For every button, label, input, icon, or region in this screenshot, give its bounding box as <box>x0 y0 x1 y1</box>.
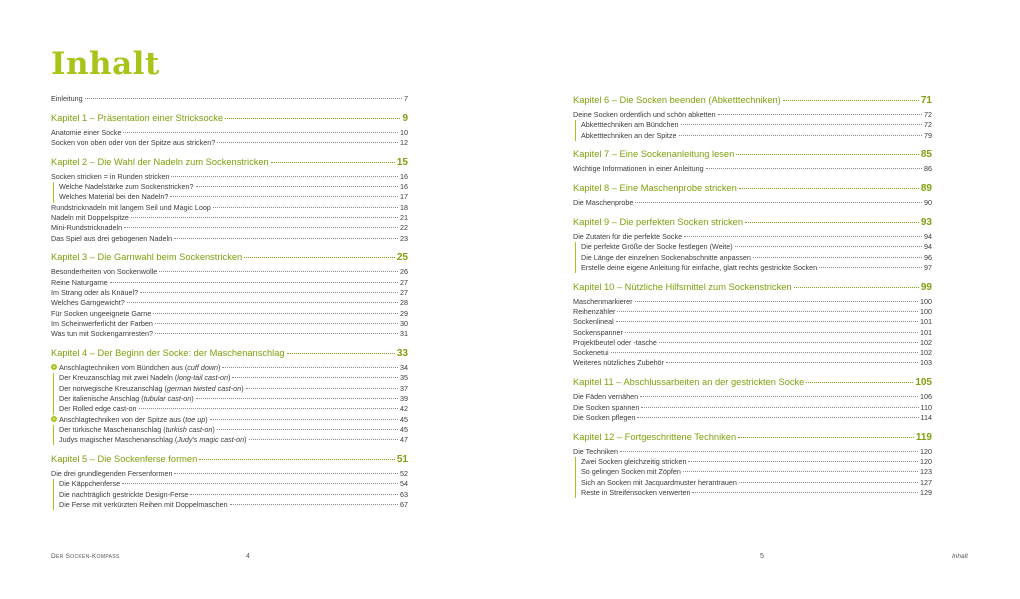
entry-title: Abketttechniken an der Spitze <box>581 130 677 140</box>
page-number: 29 <box>400 308 408 318</box>
dot-leader <box>620 451 918 452</box>
footer-book-title: Der Socken-Kompass <box>51 553 120 560</box>
toc-entry-row <box>575 467 932 477</box>
entry-title: Die Maschenprobe <box>573 198 634 208</box>
dot-leader <box>735 246 922 247</box>
page-number: 119 <box>915 431 932 443</box>
toc-chapter-row <box>573 148 932 161</box>
dot-leader <box>718 114 922 115</box>
page-number: 101 <box>920 327 932 337</box>
dot-leader <box>739 188 919 189</box>
toc-chapter-row <box>573 431 932 444</box>
entry-title: Reihenzähler <box>573 306 616 316</box>
dot-leader <box>222 367 398 368</box>
page-number: 22 <box>400 223 408 233</box>
page-number: 72 <box>924 110 932 119</box>
toc-entry-row <box>573 317 932 327</box>
toc-entry-row <box>53 435 408 445</box>
toc-entry-row <box>51 415 408 425</box>
dot-leader <box>155 323 398 324</box>
page-number: 26 <box>400 267 408 277</box>
toc-chapter-row <box>51 453 408 466</box>
dot-leader <box>217 429 398 430</box>
entry-title: Welche Nadelstärke zum Sockenstricken? <box>59 182 194 192</box>
page-number: 123 <box>920 467 932 477</box>
toc-entry-row <box>51 267 408 277</box>
toc-entry-row <box>53 479 408 489</box>
toc-entry-row <box>51 234 408 244</box>
page-number: 31 <box>400 329 408 339</box>
page-number: 45 <box>400 414 408 424</box>
page-number: 105 <box>915 377 932 389</box>
page-number: 86 <box>924 164 932 174</box>
toc-entry-row <box>53 394 408 404</box>
toc-entry-row <box>573 328 932 338</box>
toc-entry-row <box>51 288 408 298</box>
page-number: 23 <box>400 233 408 243</box>
dot-leader <box>692 492 918 493</box>
dot-leader <box>659 342 918 343</box>
dot-leader <box>738 437 914 438</box>
chapter-title: Kapitel 1 – Präsentation einer Stricksocke <box>51 112 224 123</box>
entry-title: Die Länge der einzelnen Sockenabschnitte anpassen <box>581 252 751 262</box>
toc-entry-row <box>573 164 932 174</box>
page-number: 45 <box>400 424 408 434</box>
toc-entry-row <box>53 500 408 510</box>
page-number: 28 <box>400 298 408 308</box>
toc-entry-row <box>575 253 932 263</box>
entry-title: Der türkische Maschenanschlag (turkish cast-on) <box>59 424 215 434</box>
entry-title: Anatomie einer Socke <box>51 127 122 137</box>
toc-entry-row <box>51 363 408 373</box>
page-number-right: 5 <box>760 553 764 560</box>
dot-leader <box>153 313 398 314</box>
marker-icon: a <box>52 364 56 370</box>
dot-leader <box>155 333 398 334</box>
toc-entry-row <box>573 348 932 358</box>
marker-icon: b <box>52 415 56 421</box>
toc-entry-row <box>51 138 408 148</box>
dot-leader <box>174 238 398 239</box>
toc-entry-row <box>573 447 932 457</box>
entry-title: Das Spiel aus drei gebogenen Nadeln <box>51 233 173 243</box>
toc-entry-row <box>573 297 932 307</box>
page-number: 16 <box>400 182 408 192</box>
toc-entry-row <box>575 457 932 467</box>
dot-leader <box>736 154 919 155</box>
toc-entry-row <box>573 413 932 423</box>
dot-leader <box>122 483 398 484</box>
entry-title: Mini-Rundstricknadeln <box>51 223 123 233</box>
dot-leader <box>123 132 398 133</box>
page-number: 89 <box>920 183 932 195</box>
page-number: 27 <box>400 277 408 287</box>
toc-entry-row <box>51 172 408 182</box>
page-number: 99 <box>920 281 932 293</box>
toc-entry-row <box>51 298 408 308</box>
entry-title: Rundstricknadeln mit langem Seil und Magic Loop <box>51 202 211 212</box>
toc-chapter-row <box>573 182 932 195</box>
dot-leader <box>679 135 923 136</box>
entry-title: Der Rolled edge cast-on <box>59 404 137 414</box>
toc-entry-row <box>53 404 408 414</box>
page-number: 103 <box>920 358 932 368</box>
toc-entry-row <box>51 128 408 138</box>
dot-leader <box>753 257 922 258</box>
dot-leader <box>683 471 918 472</box>
entry-title: Die drei grundlegenden Fersenformen <box>51 468 173 478</box>
page-number: 120 <box>920 456 932 466</box>
chapter-title: Kapitel 3 – Die Garnwahl beim Sockenstricken <box>51 252 243 263</box>
dot-leader <box>217 142 398 143</box>
page-number: 47 <box>400 435 408 445</box>
page-number: 97 <box>924 262 932 272</box>
chapter-title: Kapitel 4 – Der Beginn der Socke: der Maschenanschlag <box>51 348 285 359</box>
toc-chapter-row <box>51 251 408 264</box>
dot-leader <box>706 168 922 169</box>
page-number: 30 <box>400 318 408 328</box>
page-number: 37 <box>400 383 408 393</box>
entry-title: Nadeln mit Doppelspitze <box>51 213 129 223</box>
dot-leader <box>616 321 918 322</box>
dot-leader <box>246 388 398 389</box>
toc-right <box>573 94 932 498</box>
entry-title: Welches Material bei den Nadeln? <box>59 192 169 202</box>
entry-title: b Anschlagtechniken von der Spitze aus (toe up) <box>52 414 208 424</box>
toc-entry-row <box>573 338 932 348</box>
toc-entry-row <box>51 223 408 233</box>
dot-leader <box>684 236 922 237</box>
page-number: 63 <box>400 489 408 499</box>
page-number: 72 <box>924 120 932 130</box>
page-number-left: 4 <box>246 553 250 560</box>
page-number: 42 <box>400 404 408 414</box>
page-number: 7 <box>404 94 408 103</box>
dot-leader <box>210 419 398 420</box>
dot-leader <box>611 352 918 353</box>
page-number: 21 <box>400 213 408 223</box>
entry-title: Besonderheiten von Sockenwolle <box>51 267 158 277</box>
entry-title: Sockenspanner <box>573 327 623 337</box>
chapter-title: Kapitel 9 – Die perfekten Socken stricken <box>573 216 744 227</box>
dot-leader <box>681 124 923 125</box>
dot-leader <box>640 396 918 397</box>
entry-title: Im Strang oder als Knäuel? <box>51 288 139 298</box>
page-number: 127 <box>920 477 932 487</box>
toc-entry-row <box>51 94 408 104</box>
entry-title: Die perfekte Größe der Socke festlegen (Weite) <box>581 242 733 252</box>
chapter-title: Kapitel 8 – Eine Maschenprobe stricken <box>573 183 737 194</box>
entry-title: Die Techniken <box>573 446 619 456</box>
page-number: 100 <box>920 296 932 306</box>
entry-title: Was tun mit Sockengarnresten? <box>51 329 154 339</box>
page-number: 18 <box>400 202 408 212</box>
toc-entry-row <box>51 469 408 479</box>
page-number: 16 <box>400 171 408 181</box>
entry-title: Weiteres nützliches Zubehör <box>573 358 664 368</box>
entry-title: Sich an Socken mit Jacquardmuster herantrauen <box>581 477 737 487</box>
page-number: 79 <box>924 130 932 140</box>
dot-leader <box>641 407 918 408</box>
chapter-title: Kapitel 10 – Nützliche Hilfsmittel zum Sockenstricken <box>573 281 792 292</box>
toc-entry-row <box>53 373 408 383</box>
page-number: 12 <box>400 138 408 148</box>
toc-entry-row <box>575 131 932 141</box>
dot-leader <box>635 202 922 203</box>
dot-leader <box>745 222 919 223</box>
toc-chapter-row <box>573 94 932 107</box>
toc-entry-row <box>573 392 932 402</box>
right-page <box>510 0 1020 599</box>
dot-leader <box>131 217 398 218</box>
page-number: 94 <box>924 242 932 252</box>
dot-leader <box>196 398 398 399</box>
toc-chapter-row <box>573 376 932 389</box>
entry-title: Sockenlineal <box>573 317 614 327</box>
dot-leader <box>244 257 395 258</box>
page-title: Inhalt <box>51 46 160 82</box>
toc-entry-row <box>53 192 408 202</box>
entry-title: Reine Naturgarne <box>51 277 108 287</box>
toc-entry-row <box>51 203 408 213</box>
page-number: 17 <box>400 192 408 202</box>
dot-leader <box>783 100 919 101</box>
entry-title: Sockenetui <box>573 348 609 358</box>
toc-entry-row <box>53 384 408 394</box>
chapter-title: Kapitel 6 – Die Socken beenden (Abketttechniken) <box>573 95 781 105</box>
page-number: 101 <box>920 317 932 327</box>
dot-leader <box>140 292 398 293</box>
dot-leader <box>287 353 395 354</box>
entry-title: Die Käppchenferse <box>59 479 121 489</box>
dot-leader <box>159 271 398 272</box>
entry-title: Die Socken spannen <box>573 402 640 412</box>
page-number: 96 <box>924 252 932 262</box>
page-number: 106 <box>920 392 932 402</box>
entry-title: Deine Socken ordentlich und schön abketten <box>573 110 716 119</box>
page-number: 114 <box>920 412 932 422</box>
chapter-title: Kapitel 12 – Fortgeschrittene Techniken <box>573 431 737 442</box>
page-number: 120 <box>920 446 932 456</box>
dot-leader <box>625 332 918 333</box>
page-number: 51 <box>396 453 408 465</box>
entry-title: Reste in Streifensocken verwerten <box>581 487 691 497</box>
dot-leader <box>85 98 402 99</box>
dot-leader <box>666 362 918 363</box>
entry-title: Für Socken ungeeignete Garne <box>51 308 152 318</box>
toc-entry-row <box>573 110 932 120</box>
chapter-title: Kapitel 2 – Die Wahl der Nadeln zum Sockenstricken <box>51 156 269 167</box>
toc-entry-row <box>51 213 408 223</box>
entry-title: Abketttechniken am Bündchen <box>581 120 679 130</box>
entry-title: Die nachträglich gestrickte Design-Ferse <box>59 489 189 499</box>
entry-title: Welches Garngewicht? <box>51 298 125 308</box>
dot-leader <box>124 227 398 228</box>
toc-left <box>51 94 408 510</box>
entry-title: Zwei Socken gleichzeitig stricken <box>581 456 687 466</box>
toc-entry-row <box>573 232 932 242</box>
dot-leader <box>174 473 398 474</box>
dot-leader <box>806 382 913 383</box>
chapter-title: Kapitel 5 – Die Sockenferse formen <box>51 453 198 464</box>
toc-entry-row <box>575 263 932 273</box>
dot-leader <box>617 311 918 312</box>
toc-chapter-row <box>51 347 408 360</box>
dot-leader <box>170 196 398 197</box>
toc-entry-row <box>53 490 408 500</box>
entry-title: a Anschlagtechniken vom Bündchen aus (cuff down) <box>52 363 221 373</box>
page-number: 33 <box>396 348 408 360</box>
toc-chapter-row <box>573 216 932 229</box>
page-number: 9 <box>402 112 408 124</box>
dot-leader <box>232 377 398 378</box>
page-number: 15 <box>396 156 408 168</box>
dot-leader <box>127 302 398 303</box>
dot-leader <box>794 287 919 288</box>
toc-entry-row <box>51 278 408 288</box>
page-number: 90 <box>924 198 932 208</box>
dot-leader <box>739 482 918 483</box>
toc-chapter-row <box>573 281 932 294</box>
toc-entry-row <box>575 242 932 252</box>
dot-leader <box>230 504 398 505</box>
dot-leader <box>110 282 398 283</box>
page-number: 102 <box>920 348 932 358</box>
toc-entry-row <box>573 307 932 317</box>
entry-title: Judys magischer Maschenanschlag (Judy's magic cast-on) <box>59 435 247 445</box>
entry-title: Der italienische Anschlag (tubular cast-on) <box>59 393 194 403</box>
dot-leader <box>271 162 395 163</box>
page-number: 93 <box>920 216 932 228</box>
toc-entry-row <box>573 358 932 368</box>
entry-title: Die Socken pflegen <box>573 412 636 422</box>
toc-entry-row <box>53 425 408 435</box>
entry-title: Erstelle deine eigene Anleitung für einfache, glatt rechts gestrickte Socken <box>581 262 818 272</box>
toc-chapter-row <box>51 156 408 169</box>
toc-chapter-row <box>51 112 408 125</box>
page-number: 85 <box>920 149 932 161</box>
entry-title: Wichtige Informationen in einer Anleitung <box>573 164 704 174</box>
page-number: 10 <box>400 127 408 137</box>
dot-leader <box>637 417 918 418</box>
page-number: 100 <box>920 306 932 316</box>
page-number: 102 <box>920 337 932 347</box>
page-number: 129 <box>920 487 932 497</box>
dot-leader <box>249 439 398 440</box>
footer-section-title: Inhalt <box>952 553 968 560</box>
chapter-title: Kapitel 11 – Abschlussarbeiten an der gestrickten Socke <box>573 377 805 388</box>
toc-entry-row <box>53 182 408 192</box>
entry-title: Der Kreuzanschlag mit zwei Nadeln (long-tail cast-on) <box>59 373 231 383</box>
entry-title: So gelingen Socken mit Zöpfen <box>581 467 681 477</box>
dot-leader <box>196 186 399 187</box>
entry-title: Socken stricken = in Runden stricken <box>51 171 170 181</box>
dot-leader <box>199 459 395 460</box>
toc-entry-row <box>575 120 932 130</box>
page-number: 39 <box>400 393 408 403</box>
dot-leader <box>225 118 400 119</box>
page-number: 71 <box>920 95 932 106</box>
toc-entry-row <box>573 403 932 413</box>
entry-title: Im Scheinwerferlicht der Farben <box>51 318 153 328</box>
toc-entry-row <box>575 478 932 488</box>
entry-title: Die Ferse mit verkürzten Reihen mit Doppelmaschen <box>59 499 228 509</box>
page-number: 54 <box>400 479 408 489</box>
dot-leader <box>171 176 398 177</box>
entry-title: Die Zutaten für die perfekte Socke <box>573 231 683 241</box>
page-number: 52 <box>400 468 408 478</box>
toc-entry-row <box>51 319 408 329</box>
entry-title: Einleitung <box>51 94 83 103</box>
page-number: 110 <box>920 402 932 412</box>
dot-leader <box>213 207 398 208</box>
entry-title: Maschenmarkierer <box>573 296 633 306</box>
dot-leader <box>688 461 918 462</box>
page-number: 94 <box>924 231 932 241</box>
toc-entry-row <box>575 488 932 498</box>
toc-entry-row <box>51 309 408 319</box>
entry-title: Projektbeutel oder -tasche <box>573 337 657 347</box>
dot-leader <box>635 301 918 302</box>
toc-entry-row <box>573 198 932 208</box>
page-number: 34 <box>400 363 408 373</box>
entry-title: Socken von oben oder von der Spitze aus stricken? <box>51 138 216 148</box>
entry-title: Die Fäden vernähen <box>573 392 639 402</box>
page-number: 25 <box>396 252 408 264</box>
dot-leader <box>819 267 922 268</box>
page-number: 27 <box>400 288 408 298</box>
entry-title: Der norwegische Kreuzanschlag (german twisted cast-on) <box>59 383 244 393</box>
page-number: 67 <box>400 499 408 509</box>
page-number: 35 <box>400 373 408 383</box>
toc-entry-row <box>51 329 408 339</box>
dot-leader <box>139 408 398 409</box>
chapter-title: Kapitel 7 – Eine Sockenanleitung lesen <box>573 149 735 160</box>
dot-leader <box>190 494 398 495</box>
